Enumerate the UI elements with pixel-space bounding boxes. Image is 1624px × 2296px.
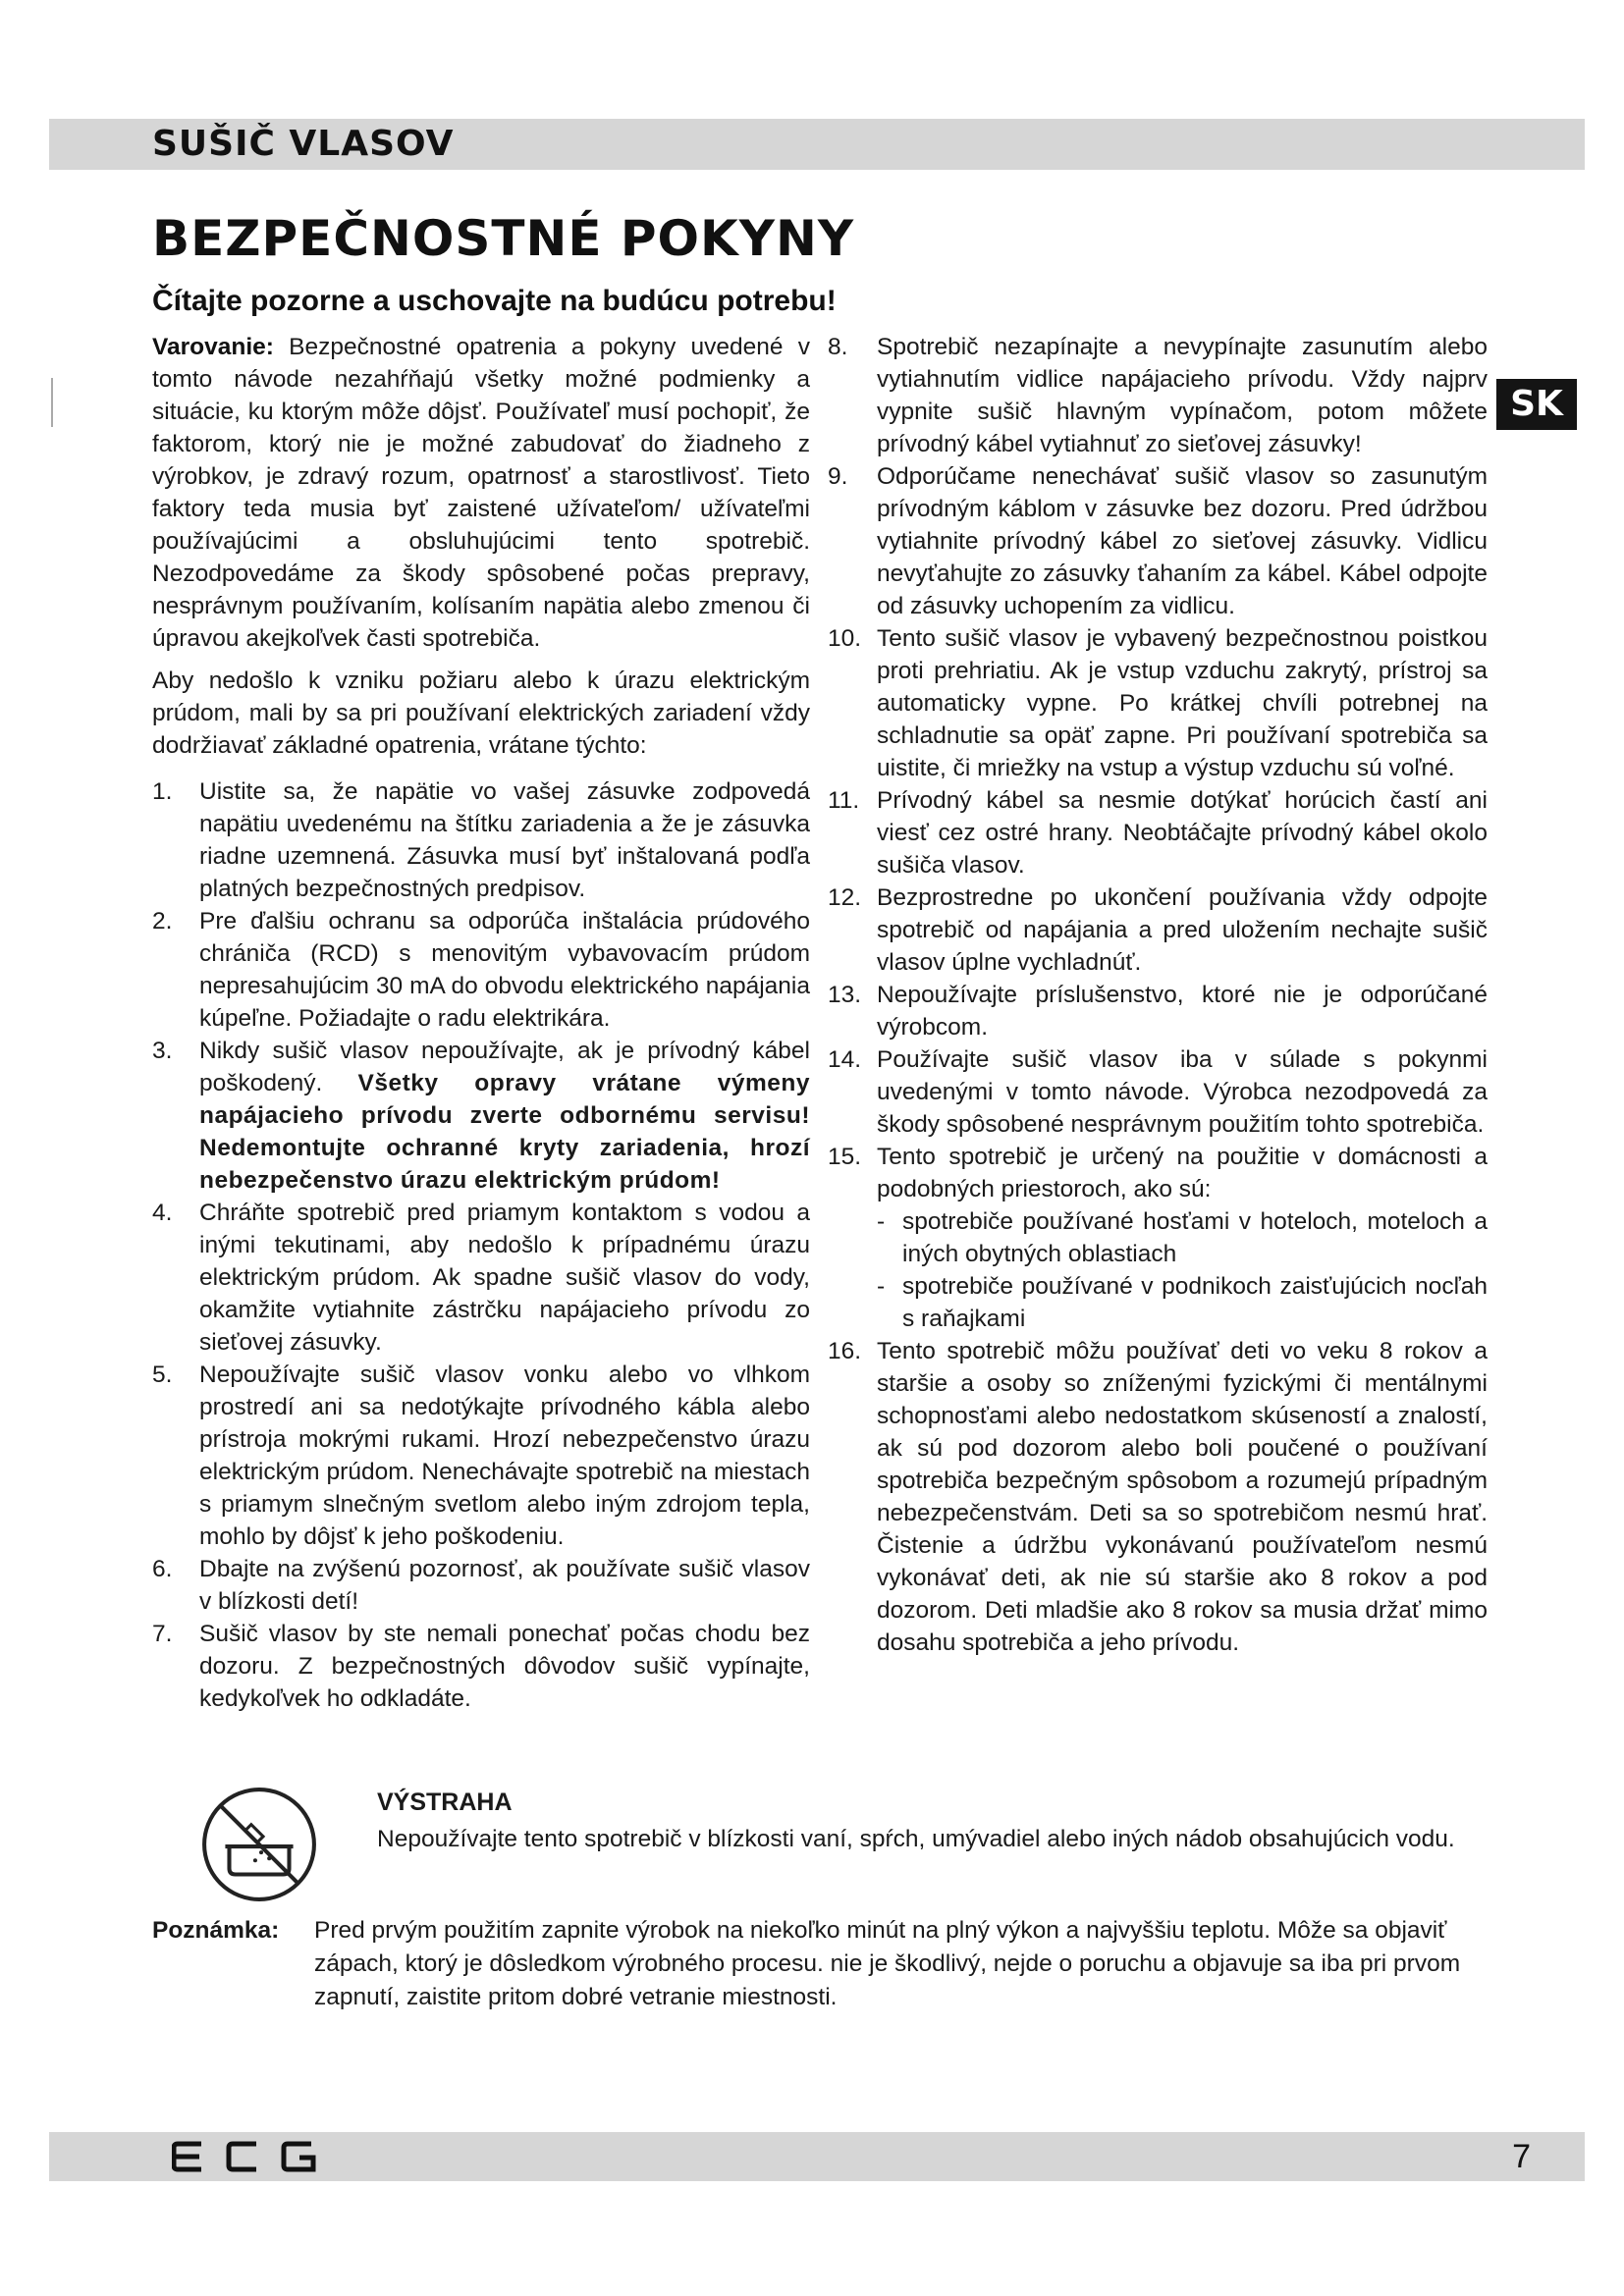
page-number: 7: [1512, 2138, 1531, 2175]
list-item-number: 5.: [152, 1362, 173, 1388]
list-item-number: 1.: [152, 778, 173, 805]
right-column: [828, 331, 1488, 1659]
list-item-text: Dbajte na zvýšenú pozornosť, ak používate sušič vlasov v blízkosti detí!: [199, 1556, 810, 1615]
sub-list-item: - spotrebiče používané hosťami v hoteloch, moteloch a iných obytných oblastiach: [877, 1208, 1488, 1267]
list-item-text: Používajte sušič vlasov iba v súlade s pokynmi uvedenými v tomto návode. Výrobca nezodpovedá za škody spôsobené nesprávnym použitím tohto spotrebiča.: [877, 1046, 1488, 1138]
note-text: Pred prvým použitím zapnite výrobok na niekoľko minút na plný výkon a najvyššiu teplotu. Môže sa objaviť zápach, ktorý je dôsledkom výrobného procesu. nie je škodlivý, nejde o poruchu a objavuje sa iba pri prvom zapnutí, zaistite pritom dobré vetranie miestnosti.: [314, 1917, 1461, 2010]
list-item-text: Tento spotrebič môžu používať deti vo veku 8 rokov a staršie a osoby so zníženými fyzickými či mentálnymi schopnosťami alebo nedostatkom skúseností a znalostí, ak sú pod dozorom alebo boli poučené o používaní spotrebiča bezpečným spôsobom a rozumejú prípadným nebezpečenstvám. Deti sa so spotrebičom nesmú hrať. Čistenie a údržbu vykonávanú používateľom nesmú vykonávať deti, ak nie sú staršie ako 8 rokov a pod dozorom. Deti mladšie ako 8 rokov sa musia držať mimo dosahu spotrebiča a jeho prívodu.: [877, 1338, 1488, 1656]
intro-warning: [152, 331, 810, 655]
list-item: [152, 1359, 810, 1553]
sub-list-item-text: spotrebiče používané hosťami v hoteloch, moteloch a iných obytných oblastiach: [902, 1208, 1488, 1267]
list-item-text: Tento spotrebič je určený na použitie v domácnosti a podobných priestoroch, ako sú:: [877, 1144, 1488, 1202]
list-item-text: Bezprostredne po ukončení používania vždy odpojte spotrebič od napájania a pred uložením nechajte sušič vlasov úplne vychladnúť.: [877, 884, 1488, 976]
intro-paragraph: Aby nedošlo k vzniku požiaru alebo k úrazu elektrickým prúdom, mali by sa pri používaní elektrických zariadení vždy dodržiavať základné opatrenia, vrátane týchto:: [152, 667, 810, 759]
margin-mark: [51, 378, 53, 427]
list-item-text: Nikdy sušič vlasov nepoužívajte, ak je prívodný kábel poškodený.: [199, 1038, 810, 1096]
note-label: Poznámka:: [152, 1917, 280, 1944]
list-item-text: Uistite sa, že napätie vo vašej zásuvke zodpovedá napätiu uvedenému na štítku zariadenia a že je zásuvka riadne uzemnená. Zásuvka musí byť inštalovaná podľa platných bezpečnostných predpisov.: [199, 778, 810, 902]
list-item-number: 16.: [828, 1338, 862, 1364]
list-item-number: 9.: [828, 463, 848, 490]
list-item-text: Sušič vlasov by ste nemali ponechať počas chodu bez dozoru. Z bezpečnostných dôvodov sušič vypínajte, kedykoľvek ho odkladáte.: [199, 1621, 810, 1712]
footer-bar: [49, 2132, 1585, 2181]
sub-list-item-text: spotrebiče používané v podnikoch zaisťujúcich nocľah s raňajkami: [902, 1273, 1488, 1332]
list-item-bold-warning: Všetky opravy vrátane výmeny napájacieho prívodu zverte odbornému servisu! Nedemontujte ochranné kryty zariadenia, hrozí nebezpečenstvo úrazu elektrickým prúdom!: [199, 1070, 810, 1194]
list-item-number: 10.: [828, 625, 862, 652]
list-item: [828, 331, 1488, 460]
warning-label: Varovanie:: [152, 334, 274, 360]
page-title: BEZPEČNOSTNÉ POKYNY: [152, 210, 855, 267]
list-item: [828, 1335, 1488, 1659]
list-item-number: 2.: [152, 908, 173, 934]
subtitle: Čítajte pozorne a uschovajte na budúcu potrebu!: [152, 285, 837, 317]
list-item-number: 3.: [152, 1038, 173, 1064]
list-item-number: 6.: [152, 1556, 173, 1582]
list-item-number: 11.: [828, 787, 860, 814]
header-title: SUŠIČ VLASOV: [152, 124, 455, 164]
list-item-number: 15.: [828, 1144, 862, 1170]
list-item: [152, 1618, 810, 1715]
list-item-text: Chráňte spotrebič pred priamym kontaktom s vodou a inými tekutinami, aby nedošlo k prípadnému úrazu elektrickým prúdom. Ak spadne sušič vlasov do vody, okamžite vytiahnite zástrčku napájacieho prívodu zo sieťovej zásuvky.: [199, 1200, 810, 1356]
list-item-text: Tento sušič vlasov je vybavený bezpečnostnou poistkou proti prehriatiu. Ak je vstup vzduchu zakrytý, prístroj sa automaticky vypne. Po krátkej chvíli potrebnej na schladnutie sa opäť zapne. Pri používaní spotrebiča sa uistite, či mriežky na vstup a výstup vzduchu sú voľné.: [877, 625, 1488, 781]
list-item: [828, 622, 1488, 784]
list-item: [828, 1141, 1488, 1335]
list-item-text: Prívodný kábel sa nesmie dotýkať horúcich častí ani viesť cez ostré hrany. Neobtáčajte prívodný kábel okolo sušiča vlasov.: [877, 787, 1488, 879]
list-item: [828, 1043, 1488, 1141]
list-item-number: 4.: [152, 1200, 173, 1226]
list-item-text: Nepoužívajte príslušenstvo, ktoré nie je odporúčané výrobcom.: [877, 982, 1488, 1041]
list-item: [152, 1553, 810, 1618]
list-item: [152, 905, 810, 1035]
list-item: [828, 460, 1488, 622]
note-section: [152, 1914, 1488, 2014]
no-water-icon: [199, 1785, 319, 1904]
list-item: [152, 1035, 810, 1197]
list-item-number: 12.: [828, 884, 862, 911]
list-item-text: Spotrebič nezapínajte a nevypínajte zasunutím alebo vytiahnutím vidlice napájacieho prívodu. Vždy najprv vypnite sušič hlavným vypínačom, potom môžete prívodný kábel vytiahnuť zo sieťovej zásuvky!: [877, 334, 1488, 457]
sub-list-item: - spotrebiče používané v podnikoch zaisťujúcich nocľah s raňajkami: [877, 1273, 1488, 1332]
warning-text: Bezpečnostné opatrenia a pokyny uvedené v tomto návode nezahŕňajú všetky možné podmienky a situácie, ku ktorým môže dôjsť. Používateľ musí pochopiť, že faktorom, ktorý nie je možné zabudovať do žiadneho z výrobkov, je zdravý rozum, opatrnosť a starostlivosť. Tieto faktory teda musia byť zaistené užívateľom/ užívateľmi používajúcimi a obsluhujúcimi tento spotrebič. Nezodpovedáme za škody spôsobené počas prepravy, nesprávnym používaním, kolísaním napätia alebo zmenou či úpravou akejkoľvek časti spotrebiča.: [152, 334, 810, 652]
list-item-number: 8.: [828, 334, 848, 360]
list-item: [152, 1197, 810, 1359]
list-item-number: 13.: [828, 982, 862, 1008]
list-item: [828, 784, 1488, 881]
list-item: [828, 979, 1488, 1043]
language-badge: SK: [1496, 379, 1577, 430]
list-item-number: 14.: [828, 1046, 862, 1073]
ecg-logo: [172, 2140, 329, 2173]
left-column: [152, 331, 810, 1715]
warning-text: Nepoužívajte tento spotrebič v blízkosti vaní, spŕch, umývadiel alebo iných nádob obsahujúcich vodu.: [377, 1826, 1455, 1852]
list-item-text: Pre ďalšiu ochranu sa odporúča inštalácia prúdového chrániča (RCD) s menovitým vybavovacím prúdom nepresahujúcim 30 mA do obvodu elektrického napájania kúpeľne. Požiadajte o radu elektrikára.: [199, 908, 810, 1032]
list-item-number: 7.: [152, 1621, 173, 1647]
list-item: [828, 881, 1488, 979]
warning-title: VÝSTRAHA: [377, 1789, 513, 1816]
list-item: [152, 775, 810, 905]
svg-text:ECG: ECG: [172, 2140, 175, 2141]
header-bar: [49, 119, 1585, 170]
list-item-text: Nepoužívajte sušič vlasov vonku alebo vo vlhkom prostredí ani sa nedotýkajte prívodného kábla alebo prístroja mokrými rukami. Hrozí nebezpečenstvo úrazu elektrickým prúdom. Nenechávajte spotrebič na miestach s priamym slnečným svetlom alebo iným zdrojom tepla, mohlo by dôjsť k jeho poškodeniu.: [199, 1362, 810, 1550]
list-item-text: Odporúčame nenechávať sušič vlasov so zasunutým prívodným káblom v zásuvke bez dozoru. Pred údržbou vytiahnite prívodný kábel zo sieťovej zásuvky. Vidlicu nevyťahujte zo zásuvky ťahaním za kábel. Kábel odpojte od zásuvky uchopením za vidlicu.: [877, 463, 1488, 619]
